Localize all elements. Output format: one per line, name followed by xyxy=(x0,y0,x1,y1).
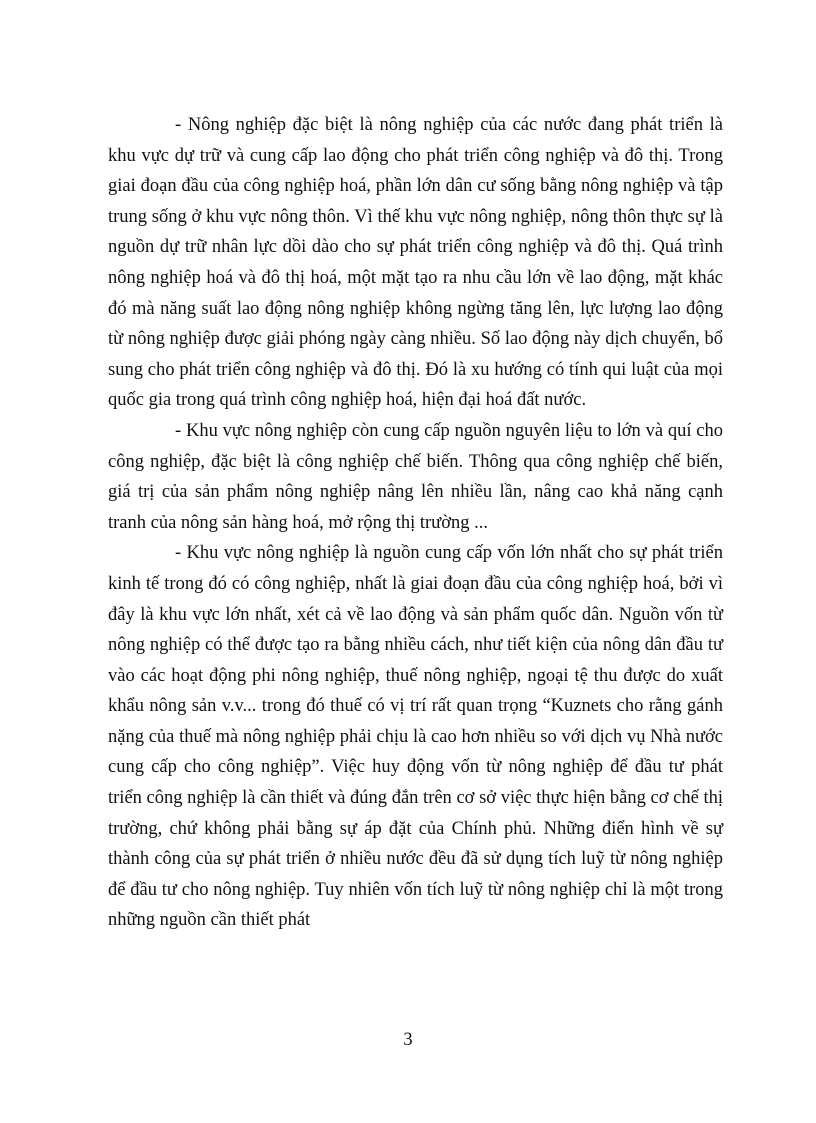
text-body xyxy=(108,110,723,936)
paragraph-capital-source: - Khu vực nông nghiệp là nguồn cung cấp vốn lớn nhất cho sự phát triển kinh tế trong đó có công nghiệp, nhất là giai đoạn đầu của công nghiệp hoá, bởi vì đây là khu vực lớn nhất, xét cả về lao động và sản phẩm quốc dân. Nguồn vốn từ nông nghiệp có thể được tạo ra bằng nhiều cách, như tiết kiện của nông dân đầu tư vào các hoạt động phi nông nghiệp, thuế nông nghiệp, ngoại tệ thu được do xuất khẩu nông sản v.v... trong đó thuế có vị trí rất quan trọng “Kuznets cho rằng gánh nặng của thuế mà nông nghiệp phải chịu là cao hơn nhiều so với dịch vụ Nhà nước cung cấp cho công nghiệp”. Việc huy động vốn từ nông nghiệp để đầu tư phát triển công nghiệp là cần thiết và đúng đắn trên cơ sở việc thực hiện bằng cơ chế thị trường, chứ không phải bằng sự áp đặt của Chính phủ. Những điển hình về sự thành công của sự phát triển ở nhiều nước đều đã sử dụng tích luỹ từ nông nghiệp để đầu tư cho nông nghiệp. Tuy nhiên vốn tích luỹ từ nông nghiệp chỉ là một trong những nguồn cần thiết phát xyxy=(108,543,723,931)
paragraph-raw-materials: - Khu vực nông nghiệp còn cung cấp nguồn nguyên liệu to lớn và quí cho công nghiệp, đặc biệt là công nghiệp chế biến. Thông qua công nghiệp chế biến, giá trị của sản phẩm nông nghiệp nâng lên nhiều lần, nâng cao khả năng cạnh tranh của nông sản hàng hoá, mở rộng thị trường ... xyxy=(108,420,723,533)
page-number: 3 xyxy=(403,1030,413,1050)
paragraph-labor-supply: - Nông nghiệp đặc biệt là nông nghiệp của các nước đang phát triển là khu vực dự trữ và cung cấp lao động cho phát triển công nghiệp và đô thị. Trong giai đoạn đầu của công nghiệp hoá, phần lớn dân cư sống bằng nông nghiệp và tập trung sống ở khu vực nông thôn. Vì thế khu vực nông nghiệp, nông thôn thực sự là nguồn dự trữ nhân lực dồi dào cho sự phát triển công nghiệp và đô thị. Quá trình nông nghiệp hoá và đô thị hoá, một mặt tạo ra nhu cầu lớn về lao động, mặt khác đó mà năng suất lao động nông nghiệp không ngừng tăng lên, lực lượng lao động từ nông nghiệp được giải phóng ngày càng nhiều. Số lao động này dịch chuyển, bổ sung cho phát triển công nghiệp và đô thị. Đó là xu hướng có tính qui luật của mọi quốc gia trong quá trình công nghiệp hoá, hiện đại hoá đất nước. xyxy=(108,115,723,411)
